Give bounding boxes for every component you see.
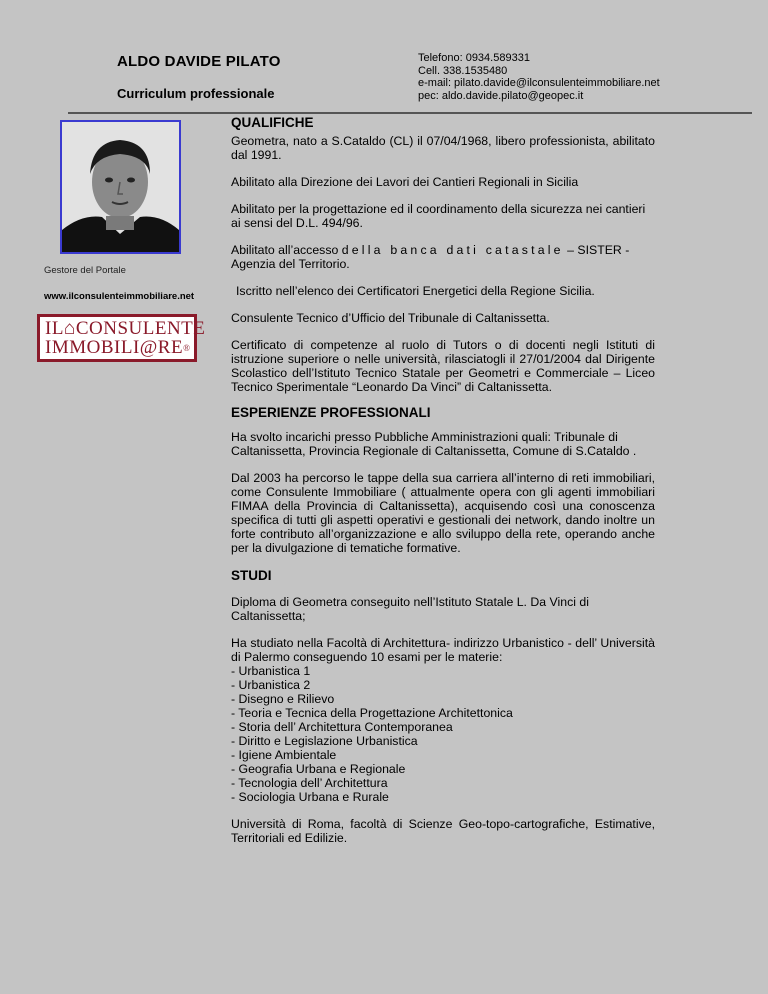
sister-text-spaced: della banca dati catastale xyxy=(341,243,564,257)
list-item: - Teoria e Tecnica della Progettazione Architettonica xyxy=(231,706,513,720)
list-item: - Sociologia Urbana e Rurale xyxy=(231,790,389,804)
document-subtitle: Curriculum professionale xyxy=(117,86,275,101)
cv-body xyxy=(231,116,655,845)
section-heading-esperienze: ESPERIENZE PROFESSIONALI xyxy=(231,405,431,420)
qualifiche-sicurezza: Abilitato per la progettazione ed il coordinamento della sicurezza nei cantieri ai sensi del D.L. 494/96. xyxy=(231,202,646,230)
list-item: - Geografia Urbana e Regionale xyxy=(231,762,406,776)
company-logo xyxy=(37,314,206,362)
portal-manager-label: Gestore del Portale xyxy=(44,265,126,276)
section-heading-qualifiche: QUALIFICHE xyxy=(231,115,314,130)
studi-diploma: Diploma di Geometra conseguito nell’Istituto Statale L. Da Vinci di Caltanissetta; xyxy=(231,595,589,623)
sister-text-a: Abilitato all’accesso xyxy=(231,243,342,257)
esperienze-carriera: Dal 2003 ha percorso le tappe della sua carriera all’interno di reti immobiliari, come Consulente Immobiliare ( attualmente opera con gli agenti immobiliari FIMAA della Provincia di Caltanissetta), acquisendo così una conoscenza specifica di tutti gli aspetti operativi e gestionali dei network, dando inoltre un forte contributo all’organizzazione e allo sviluppo della rete, operando anche per la divulgazione di tematiche formative. xyxy=(231,471,655,555)
logo-registered-mark: ® xyxy=(183,343,190,353)
candidate-name: ALDO DAVIDE PILATO xyxy=(117,53,281,70)
materie-list xyxy=(231,664,655,804)
studi-architettura: Ha studiato nella Facoltà di Architettura- indirizzo Urbanistico - dell’ Università di Palermo conseguendo 10 esami per le materie: xyxy=(231,636,655,664)
qualifiche-sister xyxy=(231,243,655,271)
list-item: - Disegno e Rilievo xyxy=(231,692,335,706)
list-item: - Tecnologia dell’ Architettura xyxy=(231,776,388,790)
website-link[interactable]: www.ilconsulenteimmobiliare.net xyxy=(44,291,195,302)
portrait-image xyxy=(62,122,179,252)
section-heading-studi: STUDI xyxy=(231,568,272,583)
qualifiche-direzione-lavori: Abilitato alla Direzione dei Lavori dei Cantieri Regionali in Sicilia xyxy=(231,175,579,189)
contact-block xyxy=(418,52,660,102)
list-item: - Storia dell’ Architettura Contemporanea xyxy=(231,720,453,734)
list-item: - Diritto e Legislazione Urbanistica xyxy=(231,734,418,748)
pec-line[interactable]: pec: aldo.davide.pilato@geopec.it xyxy=(418,89,584,102)
list-item: - Igiene Ambientale xyxy=(231,748,337,762)
qualifiche-tutor: Certificato di competenze al ruolo di Tutors o di docenti negli Istituti di istruzione superiore o nelle università, rilasciatogli il 27/01/2004 dal Dirigente Scolastico dell’Istituto Tecnico Statale per Geometri e Commerciale – Liceo Tecnico Sperimentale “Leonardo Da Vinci” di Caltanissetta. xyxy=(231,338,655,394)
portrait-photo xyxy=(60,120,181,254)
cell-line: Cell. 338.1535480 xyxy=(418,64,508,77)
esperienze-incarichi: Ha svolto incarichi presso Pubbliche Amministrazioni quali: Tribunale di Caltanissetta, Provincia Regionale di Caltanissetta, Comune di S.Cataldo . xyxy=(231,430,637,458)
sister-text-c: – SISTER - Agenzia del Territorio. xyxy=(231,243,630,271)
logo-text-line2: IMMOBILI@RE xyxy=(45,337,184,358)
qualifiche-certificatori: Iscritto nell’elenco dei Certificatori Energetici della Regione Sicilia. xyxy=(236,284,595,298)
list-item: - Urbanistica 1 xyxy=(231,664,311,678)
phone-line: Telefono: 0934.589331 xyxy=(418,52,530,64)
qualifiche-ctu: Consulente Tecnico d’Ufficio del Tribunale di Caltanissetta. xyxy=(231,311,550,325)
header-divider xyxy=(68,112,752,114)
studi-roma: Università di Roma, facoltà di Scienze Geo-topo-cartografiche, Estimative, Territoriali ed Edilizie. xyxy=(231,817,655,845)
email-line[interactable]: e-mail: pilato.davide@ilconsulenteimmobiliare.net xyxy=(418,77,660,89)
qualifiche-birth: Geometra, nato a S.Cataldo (CL) il 07/04/1968, libero professionista, abilitato dal 1991. xyxy=(231,134,655,162)
logo-text-line1: IL⌂CONSULENTE xyxy=(45,318,206,339)
list-item: - Urbanistica 2 xyxy=(231,678,311,692)
